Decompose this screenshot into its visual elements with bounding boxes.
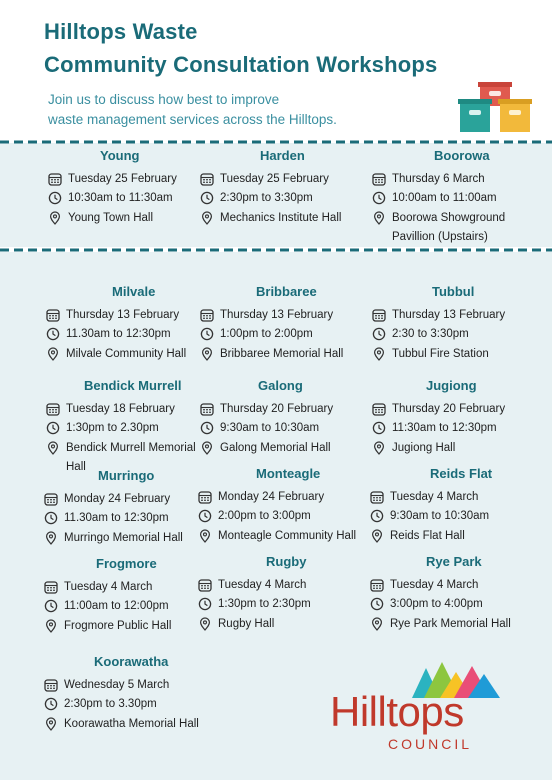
- location-date: Thursday 13 February: [220, 308, 334, 321]
- location-venue-row: [372, 211, 548, 247]
- location-time-row: [372, 421, 548, 435]
- location-time: 11.30am to 12:30pm: [64, 512, 169, 524]
- location-time-row: [48, 191, 198, 205]
- map-pin-icon: [370, 617, 384, 631]
- subtitle: Join us to discuss how best to improve: [48, 92, 280, 107]
- location-date: Thursday 6 March: [392, 172, 485, 185]
- location-time: 9:30am to 10:30am: [220, 422, 320, 434]
- location-name: Young: [100, 148, 140, 163]
- location-venue: Boorowa Showground Pavillion (Upstairs): [392, 211, 506, 243]
- location-date: Tuesday 25 February: [220, 172, 329, 185]
- recycling-bins-icon: [458, 82, 532, 134]
- location-time-row: [200, 421, 368, 435]
- location-venue: Bribbaree Memorial Hall: [220, 347, 344, 360]
- location-date-row: [198, 578, 366, 592]
- location-date: Tuesday 4 March: [390, 490, 479, 503]
- map-pin-icon: [48, 211, 62, 225]
- map-pin-icon: [46, 347, 60, 361]
- calendar-icon: [370, 578, 384, 592]
- location-card: [370, 554, 546, 634]
- location-name: Monteagle: [256, 466, 321, 481]
- location-name: Boorowa: [434, 148, 490, 163]
- calendar-icon: [200, 402, 214, 416]
- dashed-divider: [0, 140, 552, 144]
- location-venue-row: [198, 617, 366, 634]
- location-time: 1:00pm to 2:00pm: [220, 328, 313, 340]
- location-time-row: [46, 327, 196, 341]
- clock-icon: [46, 327, 60, 341]
- location-name: Harden: [260, 148, 305, 163]
- clock-icon: [44, 599, 58, 613]
- location-venue: Mechanics Institute Hall: [220, 211, 342, 224]
- location-card: [372, 148, 548, 247]
- clock-icon: [372, 421, 386, 435]
- location-venue-row: [44, 619, 200, 636]
- location-time-row: [46, 421, 204, 435]
- location-name: Murringo: [98, 468, 155, 483]
- location-card: [372, 378, 548, 458]
- location-time-row: [370, 509, 546, 523]
- clock-icon: [198, 509, 212, 523]
- location-date-row: [372, 172, 548, 186]
- location-date-row: [198, 490, 368, 504]
- location-name: Frogmore: [96, 556, 157, 571]
- location-time: 9:30am to 10:30am: [390, 510, 490, 522]
- subtitle-line2: waste management services across the Hilltops.: [48, 112, 337, 127]
- logo-subtext: COUNCIL: [388, 736, 473, 752]
- location-venue-row: [200, 441, 368, 458]
- location-venue: Monteagle Community Hall: [218, 529, 357, 542]
- location-date: Thursday 20 February: [220, 402, 334, 415]
- location-venue: Galong Memorial Hall: [220, 441, 331, 454]
- location-date: Tuesday 18 February: [66, 402, 175, 415]
- location-date-row: [44, 580, 200, 594]
- location-venue: Koorawatha Memorial Hall: [64, 717, 199, 730]
- map-pin-icon: [372, 211, 386, 225]
- location-card: [370, 466, 546, 546]
- calendar-icon: [198, 578, 212, 592]
- calendar-icon: [46, 402, 60, 416]
- location-date-row: [46, 308, 196, 322]
- location-date-row: [48, 172, 198, 186]
- location-time: 11:00am to 12:00pm: [64, 600, 169, 612]
- location-venue-row: [372, 347, 548, 364]
- location-date: Monday 24 February: [64, 492, 171, 505]
- location-name: Bendick Murrell: [84, 378, 182, 393]
- clock-icon: [200, 191, 214, 205]
- map-pin-icon: [372, 441, 386, 455]
- clock-icon: [370, 509, 384, 523]
- location-time-row: [44, 511, 200, 525]
- clock-icon: [44, 697, 58, 711]
- location-venue-row: [46, 347, 196, 364]
- map-pin-icon: [370, 529, 384, 543]
- location-date: Monday 24 February: [218, 490, 325, 503]
- map-pin-icon: [44, 531, 58, 545]
- location-venue-row: [372, 441, 548, 458]
- location-date-row: [200, 172, 368, 186]
- location-card: [200, 148, 368, 228]
- location-time: 1:30pm to 2.30pm: [66, 422, 159, 434]
- location-date-row: [370, 578, 546, 592]
- location-date: Tuesday 25 February: [68, 172, 177, 185]
- location-time: 3:00pm to 4:00pm: [390, 598, 483, 610]
- location-card: [200, 378, 368, 458]
- location-venue-row: [200, 211, 368, 228]
- location-time: 11.30am to 12:30pm: [66, 328, 171, 340]
- location-card: [372, 284, 548, 364]
- map-pin-icon: [44, 619, 58, 633]
- map-pin-icon: [44, 717, 58, 731]
- clock-icon: [370, 597, 384, 611]
- location-date: Tuesday 4 March: [218, 578, 307, 591]
- location-time-row: [200, 191, 368, 205]
- location-name: Rye Park: [426, 554, 482, 569]
- calendar-icon: [372, 172, 386, 186]
- hilltops-council-logo: [326, 658, 516, 758]
- location-venue: Tubbul Fire Station: [392, 347, 489, 360]
- location-card: [46, 378, 204, 477]
- location-name: Tubbul: [432, 284, 475, 299]
- calendar-icon: [44, 492, 58, 506]
- page-title-line2: Community Consultation Workshops: [44, 52, 438, 77]
- location-name: Jugiong: [426, 378, 477, 393]
- location-time-row: [372, 191, 548, 205]
- logo-wordmark: Hilltops: [330, 688, 464, 735]
- location-card: [198, 466, 368, 546]
- calendar-icon: [200, 308, 214, 322]
- location-date: Thursday 13 February: [66, 308, 180, 321]
- location-time: 2:00pm to 3:00pm: [218, 510, 311, 522]
- calendar-icon: [48, 172, 62, 186]
- location-date: Tuesday 4 March: [64, 580, 153, 593]
- location-time: 10:00am to 11:00am: [392, 192, 497, 204]
- location-venue: Frogmore Public Hall: [64, 619, 172, 632]
- calendar-icon: [372, 308, 386, 322]
- location-date-row: [44, 678, 200, 692]
- calendar-icon: [46, 308, 60, 322]
- location-name: Galong: [258, 378, 303, 393]
- location-venue-row: [370, 529, 546, 546]
- map-pin-icon: [372, 347, 386, 361]
- location-date-row: [46, 402, 204, 416]
- location-venue: Jugiong Hall: [392, 441, 456, 454]
- calendar-icon: [44, 580, 58, 594]
- header: [0, 0, 552, 140]
- location-card: [44, 654, 200, 734]
- calendar-icon: [372, 402, 386, 416]
- location-card: [198, 554, 366, 634]
- location-name: Reids Flat: [430, 466, 493, 481]
- calendar-icon: [44, 678, 58, 692]
- location-date-row: [370, 490, 546, 504]
- location-name: Koorawatha: [94, 654, 169, 669]
- location-date-row: [372, 402, 548, 416]
- location-time: 10:30am to 11:30am: [68, 192, 173, 204]
- location-date: Wednesday 5 March: [64, 678, 170, 691]
- location-venue-row: [44, 717, 200, 734]
- location-venue: Reids Flat Hall: [390, 529, 465, 542]
- location-venue-row: [370, 617, 546, 634]
- calendar-icon: [198, 490, 212, 504]
- location-name: Rugby: [266, 554, 307, 569]
- location-time-row: [370, 597, 546, 611]
- location-venue: Rugby Hall: [218, 617, 275, 630]
- clock-icon: [372, 327, 386, 341]
- location-time-row: [372, 327, 548, 341]
- location-time-row: [200, 327, 368, 341]
- location-time: 2:30 to 3:30pm: [392, 328, 469, 340]
- location-venue: Rye Park Memorial Hall: [390, 617, 511, 630]
- location-venue: Bendick Murrell Memorial Hall: [66, 441, 196, 473]
- location-venue-row: [200, 347, 368, 364]
- location-name: Bribbaree: [256, 284, 317, 299]
- clock-icon: [372, 191, 386, 205]
- location-time-row: [198, 509, 368, 523]
- calendar-icon: [200, 172, 214, 186]
- location-venue-row: [44, 531, 200, 548]
- location-time-row: [44, 697, 200, 711]
- map-pin-icon: [200, 441, 214, 455]
- location-date-row: [200, 308, 368, 322]
- location-card: [46, 284, 196, 364]
- location-card: [44, 556, 200, 636]
- location-time: 2:30pm to 3:30pm: [220, 192, 313, 204]
- location-venue: Young Town Hall: [68, 211, 154, 224]
- map-pin-icon: [198, 529, 212, 543]
- map-pin-icon: [46, 441, 60, 455]
- location-card: [44, 468, 200, 548]
- map-pin-icon: [198, 617, 212, 631]
- clock-icon: [198, 597, 212, 611]
- location-venue: Milvale Community Hall: [66, 347, 187, 360]
- map-pin-icon: [200, 211, 214, 225]
- location-card: [200, 284, 368, 364]
- page-title: Hilltops Waste: [44, 19, 198, 44]
- location-time: 2:30pm to 3.30pm: [64, 698, 157, 710]
- location-date: Thursday 13 February: [392, 308, 506, 321]
- location-time-row: [44, 599, 200, 613]
- location-date-row: [200, 402, 368, 416]
- location-date-row: [372, 308, 548, 322]
- clock-icon: [44, 511, 58, 525]
- location-card: [48, 148, 198, 228]
- location-time-row: [198, 597, 366, 611]
- clock-icon: [200, 421, 214, 435]
- location-time: 1:30pm to 2:30pm: [218, 598, 311, 610]
- location-date-row: [44, 492, 200, 506]
- location-venue: Murringo Memorial Hall: [64, 531, 183, 544]
- location-venue-row: [198, 529, 368, 546]
- dashed-divider: [0, 248, 552, 252]
- clock-icon: [200, 327, 214, 341]
- location-date: Tuesday 4 March: [390, 578, 479, 591]
- location-time: 11:30am to 12:30pm: [392, 422, 497, 434]
- location-date: Thursday 20 February: [392, 402, 506, 415]
- clock-icon: [46, 421, 60, 435]
- location-name: Milvale: [112, 284, 156, 299]
- calendar-icon: [370, 490, 384, 504]
- map-pin-icon: [200, 347, 214, 361]
- clock-icon: [48, 191, 62, 205]
- location-venue-row: [48, 211, 198, 228]
